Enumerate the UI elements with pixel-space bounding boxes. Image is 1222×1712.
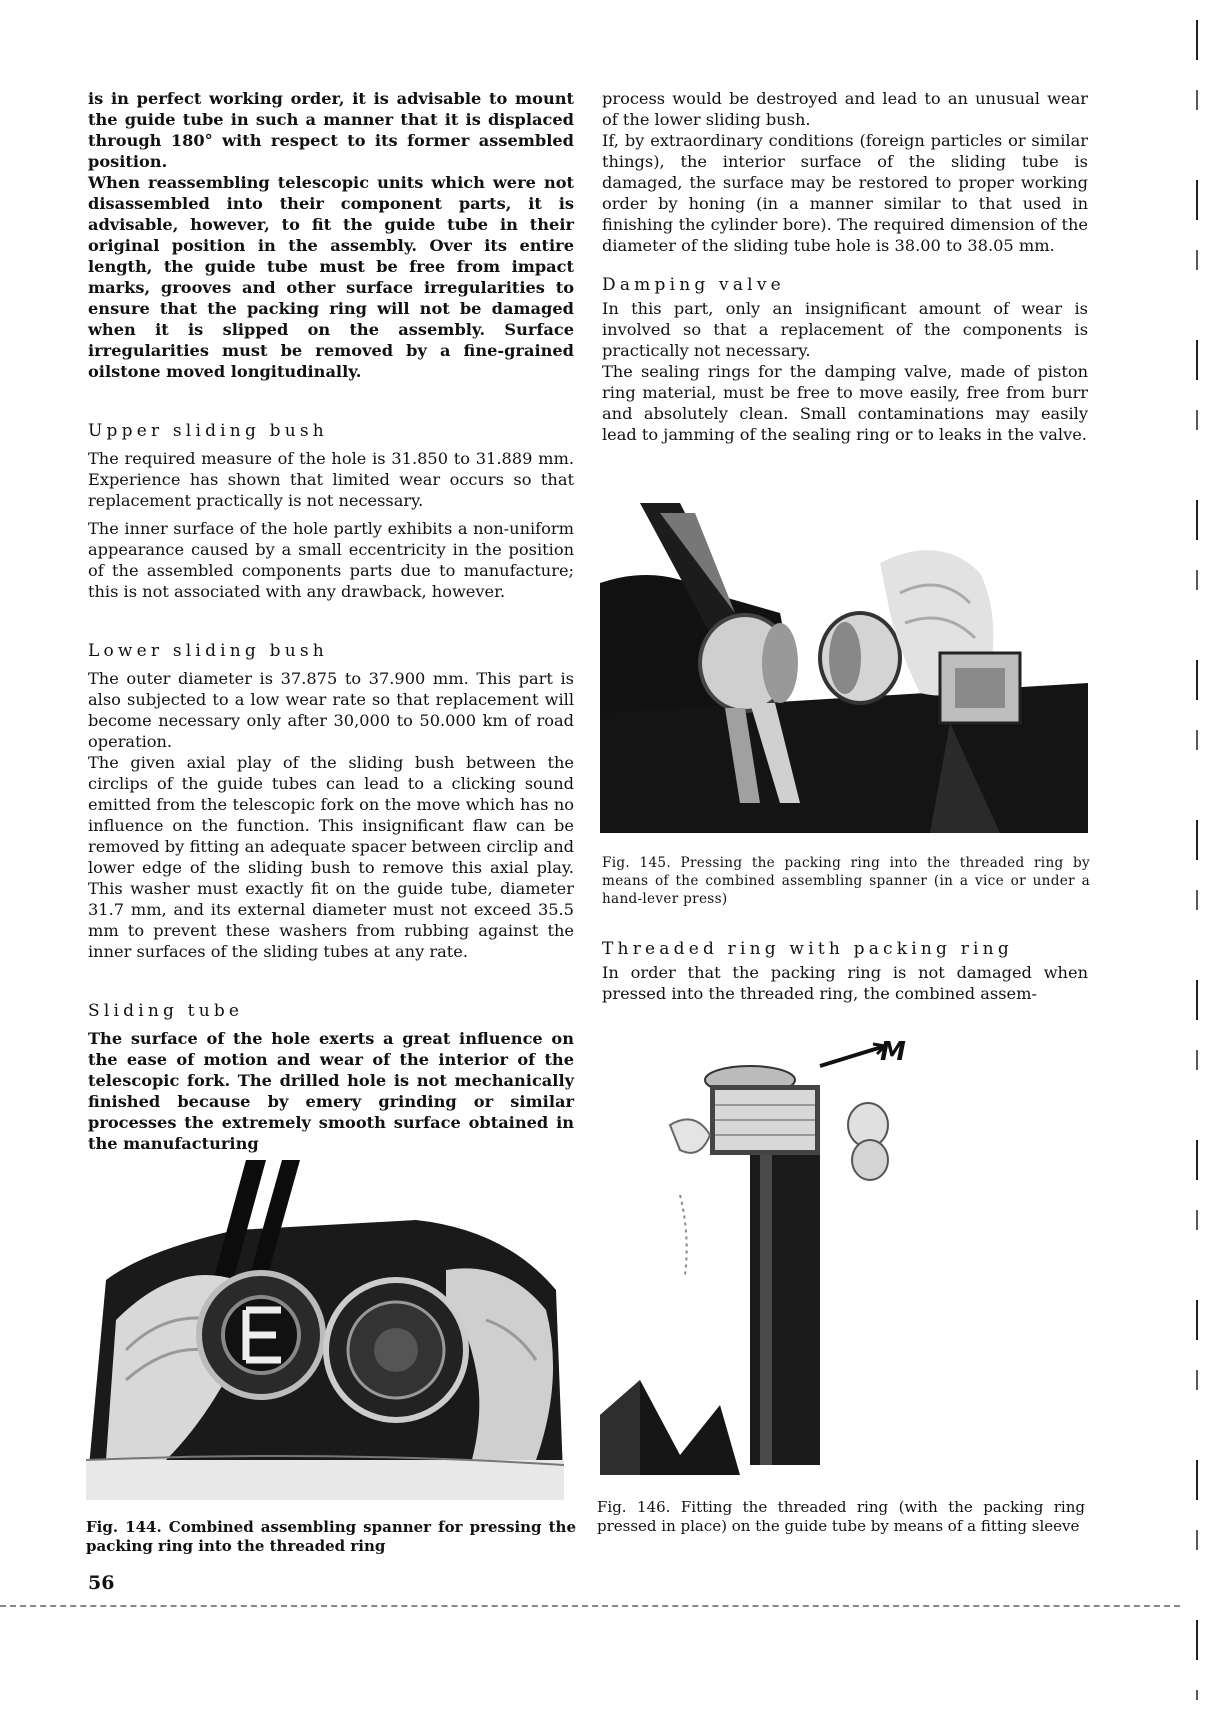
intro-paragraph-1: is in perfect working order, it is advisable to mount the guide tube in such a manner that it is displaced through 180° with respect to its former assembled position. (88, 89, 574, 171)
damping-valve-paragraph-1: In this part, only an insignificant amount of wear is involved so that a replacement of the components is practically not necessary. (602, 299, 1088, 360)
figure-146-label-m: M (880, 1037, 906, 1067)
lower-bush-paragraph-1: The outer diameter is 37.875 to 37.900 mm. This part is also subjected to a low wear rate so that replacement will become necessary only after 30,000 to 50.000 km of road operation. (88, 669, 574, 751)
figure-144-photo (86, 1160, 564, 1500)
sliding-tube-paragraph-1: The surface of the hole exerts a great influence on the ease of motion and wear of the interior of the telescopic fork. The drilled hole is not mechanically finished because by emery grinding or similar processes the extremely smooth surface obtained in the manufacturing (88, 1029, 574, 1153)
figure-146-caption: Fig. 146. Fitting the threaded ring (with the packing ring pressed in place) on the guide tube by means of a fitting sleeve (597, 1498, 1085, 1535)
figure-146-photo (600, 1035, 900, 1475)
damping-valve-paragraph-2: The sealing rings for the damping valve, made of piston ring material, must be free to move easily, free from burr and absolutely clean. Small contaminations may easily lead to jamming of the sealing ring or to leaks in the valve. (602, 362, 1088, 444)
figure-145-caption: Fig. 145. Pressing the packing ring into the threaded ring by means of the combined assembling spanner (in a vice or under a hand-lever press) (602, 855, 1090, 907)
page-number: 56 (88, 1572, 115, 1594)
figure-144-caption: Fig. 144. Combined assembling spanner for pressing the packing ring into the threaded ring (86, 1518, 576, 1555)
intro-paragraph-2: When reassembling telescopic units which were not disassembled into their component parts, it is advisable, however, to fit the guide tube in their original position in the assembly. Over its entire length, the guide tube must be free from impact marks, grooves and other surface irregularities to ensure that the packing ring will not be damaged when it is slipped on the assembly. Surface irregularities must be removed by a fine-grained oilstone moved longitudinally. (88, 173, 574, 381)
upper-bush-paragraph-1: The required measure of the hole is 31.850 to 31.889 mm. Experience has shown that limited wear occurs so that replacement practically is not necessary. (88, 449, 574, 510)
scan-edge-mark (1196, 20, 1198, 1700)
threaded-ring-paragraph-1: In order that the packing ring is not damaged when pressed into the threaded ring, the combined assem- (602, 963, 1088, 1003)
right-paragraph-2: If, by extraordinary conditions (foreign particles or similar things), the interior surface of the sliding tube is damaged, the surface may be restored to proper working order by honing (in a manner similar to that used in finishing the cylinder bore). The required dimension of the diameter of the sliding tube hole is 38.00 to 38.05 mm. (602, 131, 1088, 255)
footer-dashed-rule (0, 1605, 1180, 1607)
threaded-ring-section (602, 938, 1088, 1004)
right-paragraph-1: process would be destroyed and lead to an unusual wear of the lower sliding bush. (602, 89, 1088, 129)
heading-sliding-tube: Sliding tube (88, 1001, 244, 1021)
lower-bush-paragraph-2: The given axial play of the sliding bush between the circlips of the guide tubes can lead to a clicking sound emitted from the telescopic fork on the move which has no influence on the function. This insignificant flaw can be removed by fitting an adequate spacer between circlip and lower edge of the sliding bush to remove this axial play. This washer must exactly fit on the guide tube, diameter 31.7 mm, and its external diameter must not exceed 35.5 mm to prevent these washers from rubbing against the inner surfaces of the sliding tubes at any rate. (88, 753, 574, 961)
left-column (88, 88, 574, 1154)
upper-bush-paragraph-2: The inner surface of the hole partly exhibits a non-uniform appearance caused by a small eccentricity in the position of the assembled components parts due to manufacture; this is not associated with any drawback, however. (88, 519, 574, 601)
right-column (602, 88, 1088, 445)
heading-threaded-ring: Threaded ring with packing ring (602, 939, 1013, 959)
figure-145-photo (600, 503, 1088, 833)
heading-lower-sliding-bush: Lower sliding bush (88, 641, 328, 661)
heading-upper-sliding-bush: Upper sliding bush (88, 421, 328, 441)
heading-damping-valve: Damping valve (602, 275, 785, 295)
